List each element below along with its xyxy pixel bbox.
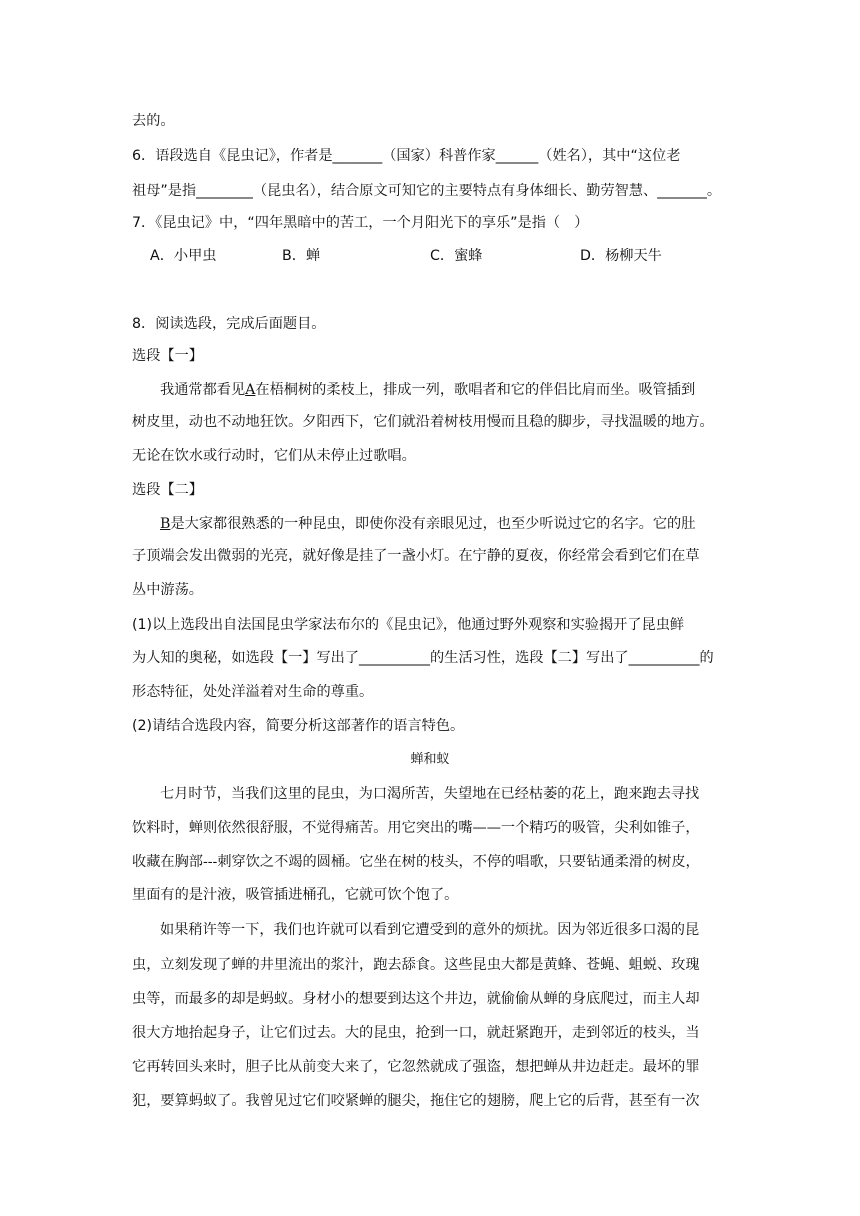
passage-2-line-1: [160, 514, 695, 534]
article-para-1-line-4: 里面有的是汁液，吸管插进桶孔，它就可饮个饱了。: [132, 887, 459, 903]
passage-1-prefix: 我通常都看见: [160, 382, 246, 398]
option-b: B．蝉: [282, 248, 321, 264]
passage-2-rest: 是大家都很熟悉的一种昆虫，即使你没有亲眼见过，也至少听说过它的名字。它的肚: [170, 516, 696, 532]
article-para-1-line-3: 收藏在胸部---刺穿饮之不竭的圆桶。它坐在树的枝头，不停的唱歌，只要钻通柔滑的树皮，: [132, 854, 700, 870]
section-2-heading: 选段【二】: [132, 482, 203, 498]
blank-letter-a: A: [245, 382, 256, 398]
question-8: 8．阅读选段，完成后面题目。: [132, 316, 326, 332]
passage-2-line-3: 丛中游荡。: [132, 582, 203, 598]
question-6-line-1: 6．语段选自《昆虫记》，作者是_______（国家）科普作家______（姓名），其中“这位老: [132, 148, 681, 164]
option-a: A．小甲虫: [150, 248, 217, 264]
sub-question-1-line-1: (1)以上选段出自法国昆虫学家法布尔的《昆虫记》，他通过野外观察和实验揭开了昆虫鲜: [132, 617, 685, 633]
sub-question-2: (2)请结合选段内容，简要分析这部著作的语言特色。: [132, 718, 465, 734]
article-para-2-line-2: 虫，立刻发现了蝉的井里流出的浆汁，跑去舔食。这些昆虫大都是黄蜂、苍蝇、蛆蜕、玫瑰: [132, 957, 700, 973]
passage-1-line-1: [160, 380, 695, 400]
article-para-2-line-3: 虫等，而最多的却是蚂蚁。身材小的想要到达这个井边，就偷偷从蝉的身底爬过，而主人却: [132, 991, 700, 1007]
article-para-2-line-4: 很大方地抬起身子，让它们过去。大的昆虫，抢到一口，就赶紧跑开，走到邻近的枝头，当: [132, 1025, 700, 1041]
passage-1-line-2: 树皮里，动也不动地狂饮。夕阳西下，它们就沿着树枝用慢而且稳的脚步，寻找温暖的地方。: [132, 414, 714, 430]
article-para-2-line-1: 如果稍许等一下，我们也许就可以看到它遭受到的意外的烦扰。因为邻近很多口渴的昆: [160, 922, 700, 938]
question-7: 7．《昆虫记》中，“四年黑暗中的苦工，一个月阳光下的享乐”是指（ ）: [132, 215, 589, 231]
section-1-heading: 选段【一】: [132, 348, 203, 364]
article-para-1-line-2: 饮料时，蝉则依然很舒服，不觉得痛苦。用它突出的嘴——一个精巧的吸管，尖利如锥子，: [132, 820, 700, 836]
sub-question-1-line-3: 形态特征，处处洋溢着对生命的尊重。: [132, 684, 374, 700]
option-d: D．杨柳天牛: [580, 248, 662, 264]
text-line: 去的。: [132, 113, 175, 129]
option-c: C．蜜蜂: [430, 248, 483, 264]
article-para-2-line-6: 犯，要算蚂蚁了。我曾见过它们咬紧蝉的腿尖，拖住它的翅膀，爬上它的后背，甚至有一次: [132, 1093, 700, 1109]
blank-letter-b: B: [160, 516, 171, 532]
passage-2-line-2: 子顶端会发出微弱的光亮，就好像是挂了一盏小灯。在宁静的夏夜，你经常会看到它们在草: [132, 548, 700, 564]
article-para-2-line-5: 它再转回头来时，胆子比从前变大来了，它忽然就成了强盗，想把蝉从井边赶走。最坏的罪: [132, 1059, 700, 1075]
sub-question-1-line-2: 为人知的奥秘，如选段【一】写出了__________的生活习性，选段【二】写出了__________的: [132, 650, 714, 666]
article-para-1-line-1: 七月时节，当我们这里的昆虫，为口渴所苦，失望地在已经枯萎的花上，跑来跑去寻找: [160, 786, 700, 802]
passage-1-line-3: 无论在饮水或行动时，它们从未停止过歌唱。: [132, 448, 416, 464]
question-6-line-2: 祖母”是指________（昆虫名），结合原文可知它的主要特点有身体细长、勤劳智慧、_______。: [132, 183, 722, 199]
article-title: 蝉和蚁: [410, 752, 450, 767]
passage-1-rest: 在梧桐树的柔枝上，排成一列，歌唱者和它的伴侣比肩而坐。吸管插到: [255, 382, 696, 398]
